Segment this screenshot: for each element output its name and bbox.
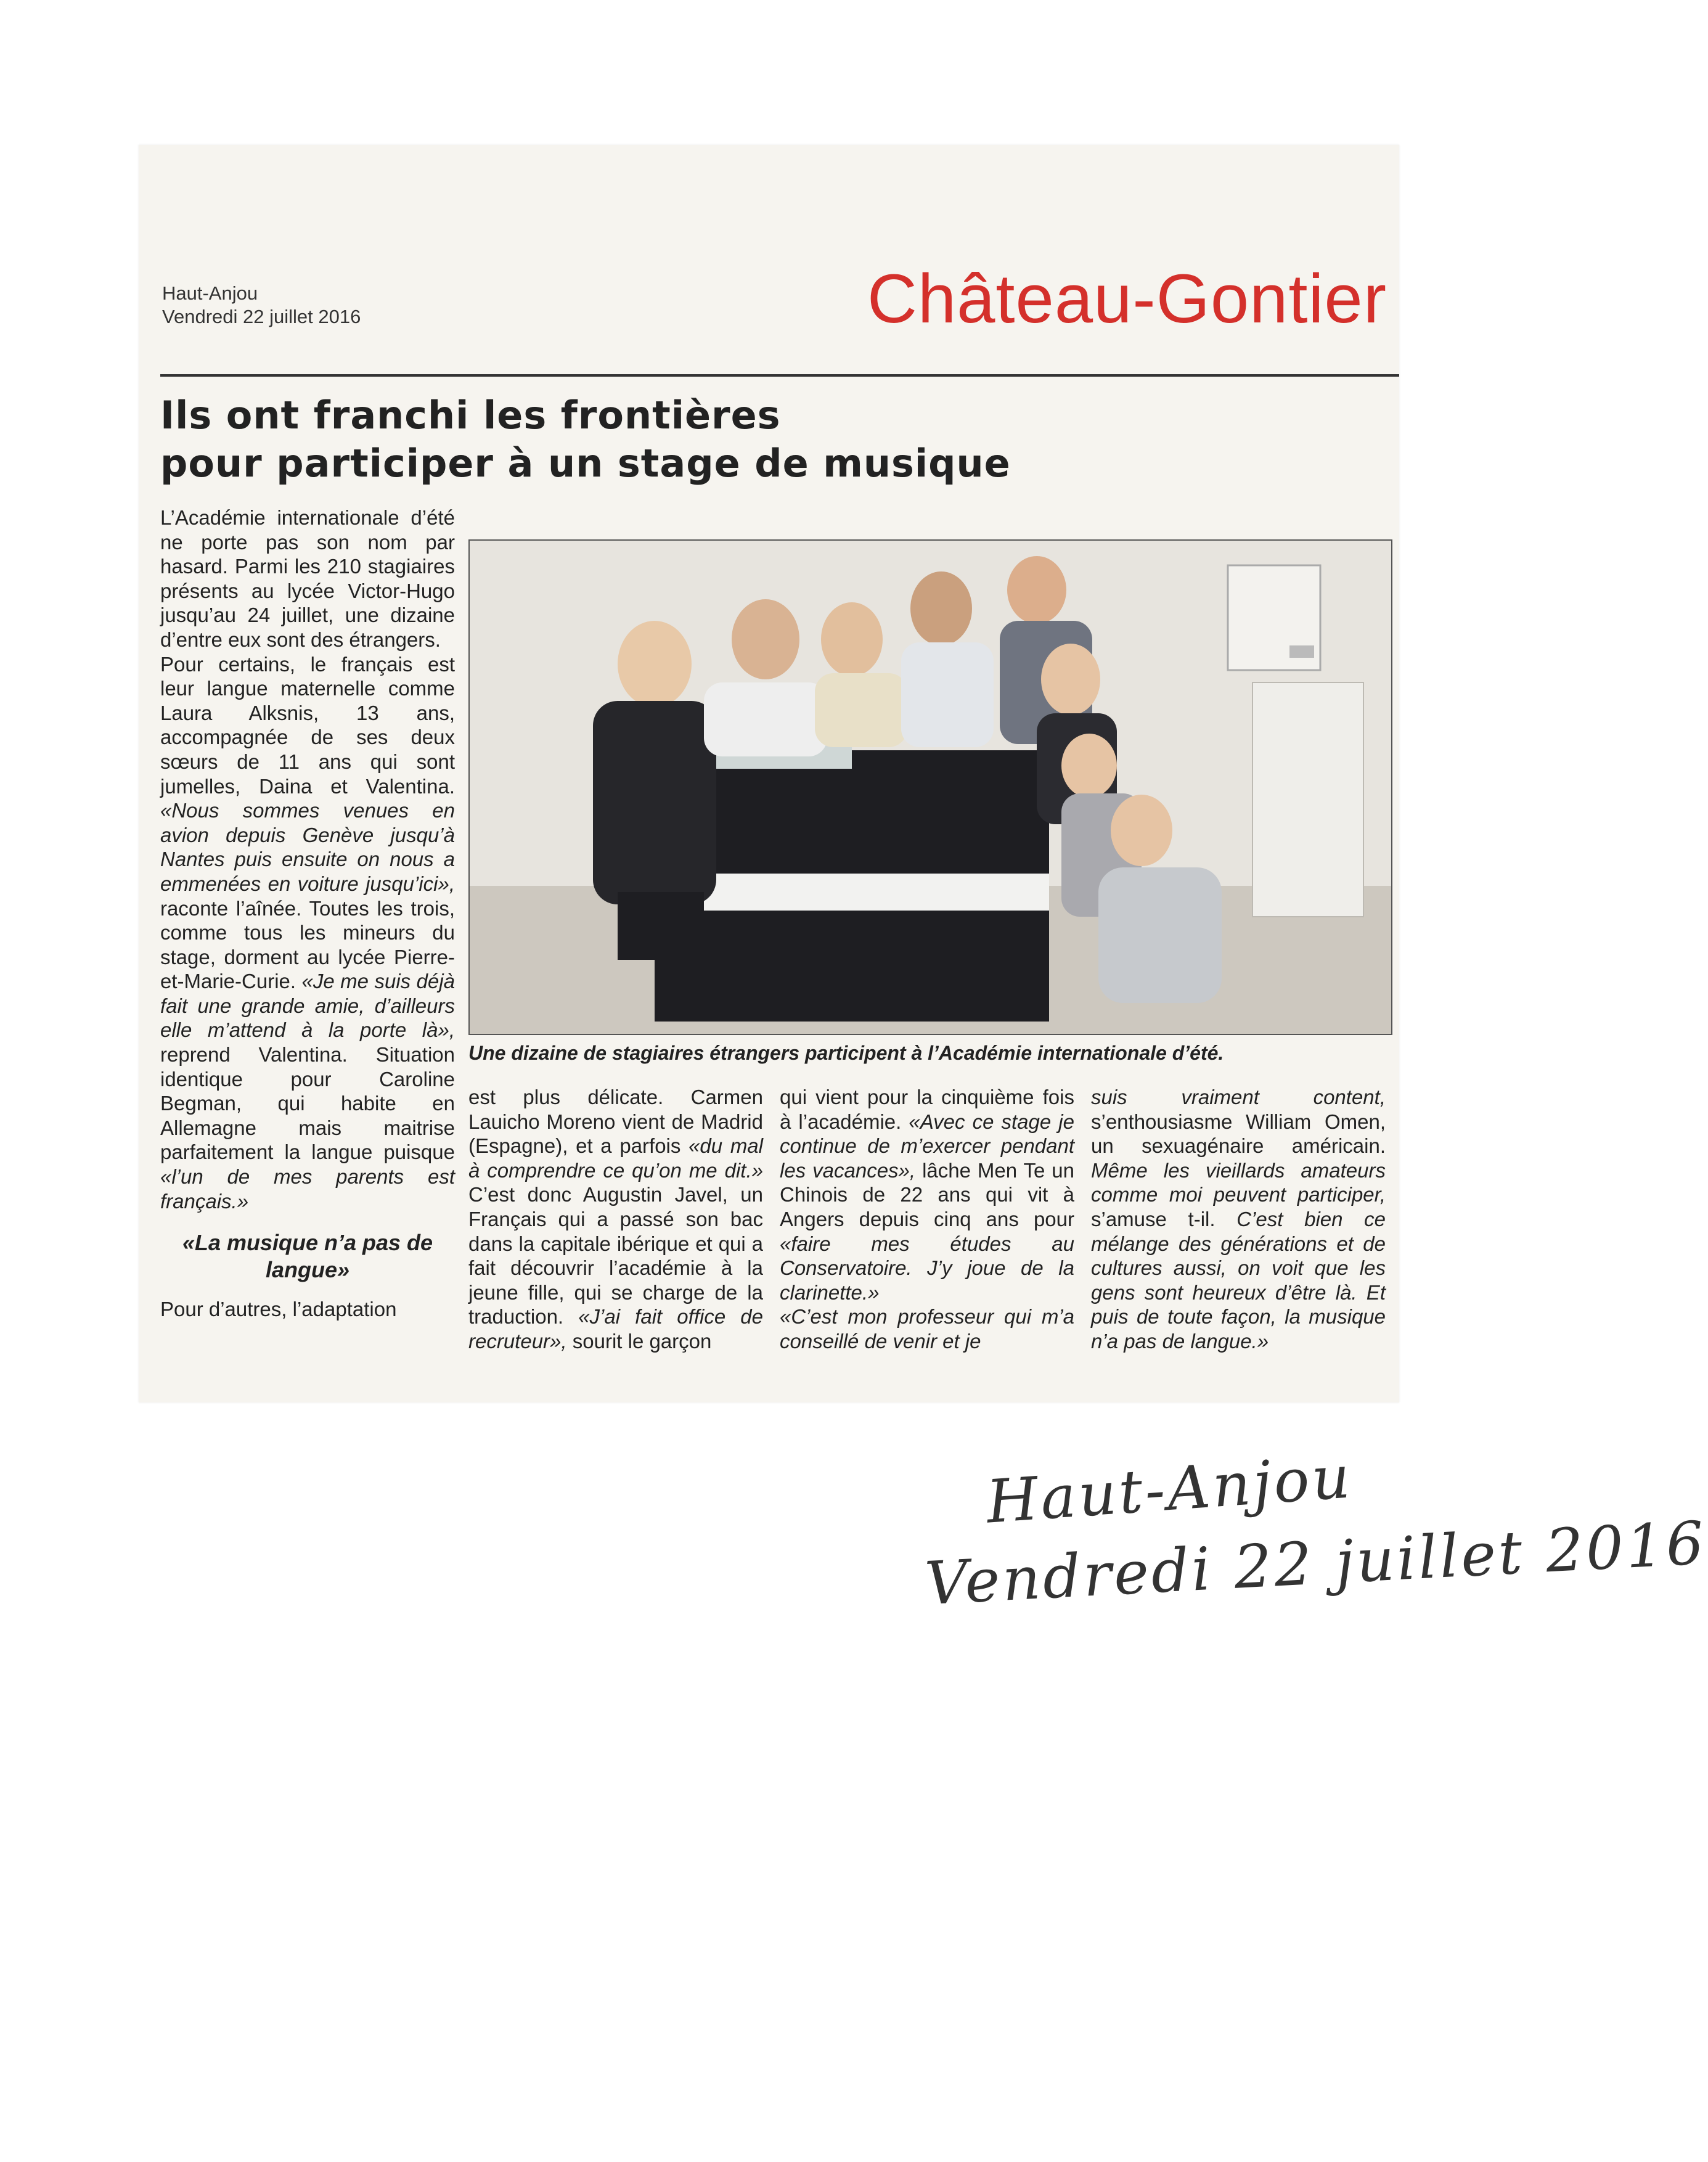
- paragraph-intro: L’Académie internationale d’été ne porte pas son nom par hasard. Parmi les 210 stagiaires présents au lycée Victor-Hugo jusqu’au 24 juillet, une dizaine d’entre eux sont des étrangers.: [160, 506, 455, 651]
- photo-illustration: [470, 541, 1391, 1034]
- source-block: [162, 282, 361, 329]
- text-run: reprend Valentina. Situation identique pour Caroline Begman, qui habite en Allemagne mais maitrise parfaitement la langue puisque: [160, 1043, 455, 1164]
- source-date: Vendredi 22 juillet 2016: [162, 306, 361, 327]
- quote-run: «Nous sommes venues en avion depuis Genève jusqu’à Nantes puis ensuite on nous a emmenées en voiture jusqu’ici»,: [160, 799, 455, 895]
- photo-caption: Une dizaine de stagiaires étrangers participent à l’Académie internationale d’été.: [468, 1042, 1224, 1064]
- text-run: C’est donc Augustin Javel, un Français qui a passé son bac dans la capitale ibérique et qui a fait découvrir l’académie à la jeune fille, qui se charge de la traduction.: [468, 1183, 763, 1329]
- text-run: est plus délicate. Carmen Lauicho Moreno vient de Madrid (Espagne), et a parfois: [468, 1086, 763, 1158]
- subheading: «La musique n’a pas de langue»: [182, 1230, 433, 1283]
- quote-run: «du mal à comprendre ce qu’on me dit.»: [468, 1134, 763, 1182]
- header-rule: [160, 374, 1399, 377]
- text-run: sourit le garçon: [572, 1329, 712, 1353]
- paragraph-laura: [160, 652, 455, 1214]
- paragraph-william: [1091, 1085, 1386, 1354]
- text-run: Pour certains, le français est leur langue maternelle comme Laura Alksnis, 13 ans, accompagnée de ses deux sœurs de 11 ans qui sont jumelles, Daina et Valentina.: [160, 652, 455, 798]
- text-run: qui vient pour la cinquième fois à l’académie.: [780, 1086, 1074, 1133]
- paragraph-transition: Pour d’autres, l’adaptation: [160, 1298, 397, 1321]
- text-run: s’enthousiasme William Omen, un sexuagénaire américain.: [1091, 1110, 1386, 1158]
- section-title: Château-Gontier: [867, 260, 1387, 337]
- source-name: Haut-Anjou: [162, 282, 258, 304]
- article-photo: [468, 539, 1392, 1035]
- text-run: raconte l’aînée. Toutes les trois, comme tous les mineurs du stage, dorment au lycée Pierre-et-Marie-Curie.: [160, 896, 455, 993]
- headline-line-1: Ils ont franchi les frontières: [160, 393, 781, 438]
- headline: [160, 391, 1245, 488]
- paragraph-carmen: [468, 1085, 763, 1354]
- paragraph-william-start: [780, 1304, 1074, 1353]
- quote-run: C’est bien ce mélange des générations et de cultures aussi, on voit que les gens sont heureux d’être là. Et puis de toute façon, la musique n’a pas de langue.»: [1091, 1207, 1386, 1353]
- quote-run: «J’ai fait office de recruteur»,: [468, 1305, 763, 1353]
- text-run: lâche Men Te un Chinois de 22 ans qui vit à Angers depuis cinq ans pour: [780, 1158, 1074, 1230]
- quote-run: «Je me suis déjà fait une grande amie, d’ailleurs elle m’attend à la porte là»,: [160, 970, 455, 1042]
- article-column-2: [468, 1085, 763, 1354]
- quote-run: «l’un de mes parents est français.»: [160, 1165, 455, 1213]
- handwritten-date-line: Vendredi 22 juillet 2016: [923, 1508, 1708, 1619]
- article-column-4: [1091, 1085, 1386, 1354]
- paragraph-men-te: [780, 1085, 1074, 1304]
- quote-run: Même les vieillards amateurs comme moi peuvent participer,: [1091, 1158, 1386, 1206]
- quote-run: «Avec ce stage je continue de m’exercer pendant les vacances»,: [780, 1110, 1074, 1182]
- handwritten-source-line: Haut-Anjou: [984, 1442, 1355, 1537]
- newspaper-clipping: [139, 145, 1399, 1402]
- text-run: s’amuse t-il.: [1091, 1207, 1216, 1230]
- article-column-3: [780, 1085, 1074, 1354]
- quote-run: «C’est mon professeur qui m’a conseillé de venir et je: [780, 1305, 1074, 1353]
- quote-run: «faire mes études au Conservatoire. J’y joue de la clarinette.»: [780, 1232, 1074, 1304]
- headline-line-2: pour participer à un stage de musique: [160, 441, 1011, 486]
- article-column-1: [160, 506, 455, 1322]
- quote-run: suis vraiment content,: [1091, 1086, 1386, 1108]
